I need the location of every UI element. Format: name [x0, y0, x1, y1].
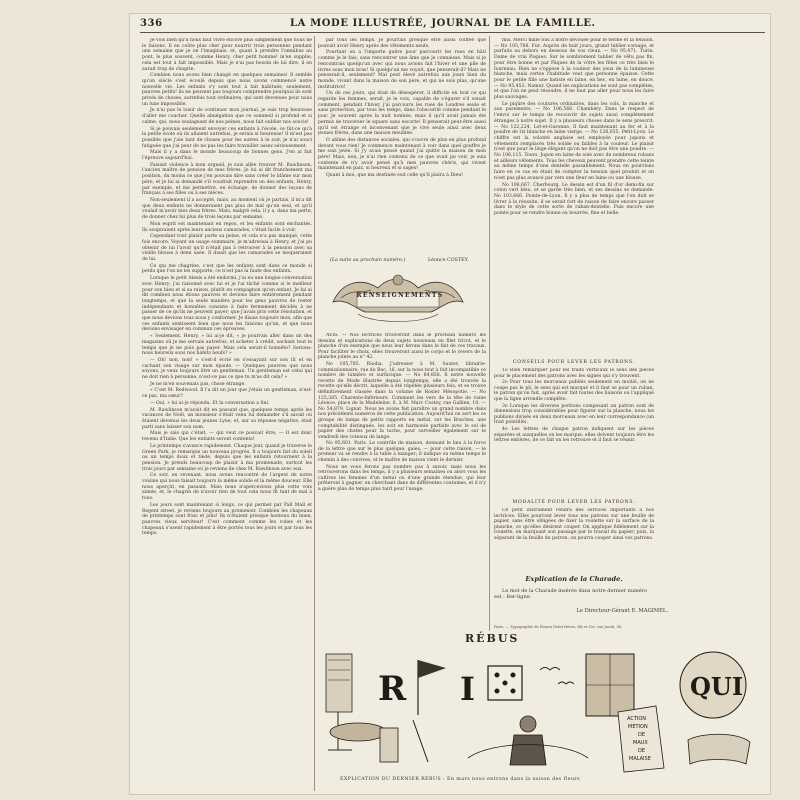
- paragraph: Ce qui me chagrine, c'est que les enfants sont dans ce monde si petits que l'on ne les supporte, ce n'est pas la faute des enfants.: [142, 263, 312, 275]
- rebus-poster-line: DE: [638, 732, 646, 738]
- paragraph: Faisant violence à mon orgueil, je suis allée trouver M. Rawlinson, l'ancien maître de pension de mes frères. Je lui ai dit franchement ma position, du moins ce que j'en pouvais dire sans créer le blâme sur mon père, et je lui ai demandé s'il voudrait reprendre un des enfants, Henry, par exemple, et me permettre, en échange, de donner des leçons de français à ses filles ou à ses nièces.: [142, 162, 312, 197]
- paragraph: Pourtant on a l'importe guère pour parcourir les rues en bâti comme je le fais, sans rencontrer une âme que je connaisse. Mais si je rencontrais quelqu'un avec qui nous avions fait l'hiver et une pile de livres sous mon bras! Si quelqu'un me voyait, que penserait-il? Mais ne penserait-il, seulement? Mal peut élevé autrefois aux jours bien du monde, vivant dans la maison de son père, et qui ne sois plus, qu'une institutrice!: [318, 50, 486, 90]
- paragraph: Ce petit instrument rendra des services importants à nos lectrices. Elles pourront lever tous nos patrons sur une feuille de papier, sans être obligées de fixer la roulette sur la surface de la planche, ce qu'elles désirent couper. On applique fidèlement sur la roulette, en marquant son passage par le travail du papier; puis, la séparant de la feuille du patron, on pourra couper ainsi vos patrons.: [494, 508, 654, 541]
- rebus-explanation: EXPLICATION DU DERNIER RÉBUS : En mars nous entrons dans la saison des fleurs: [340, 777, 580, 782]
- rebus-birds-icon: [540, 668, 574, 685]
- paragraph: O abîme des distances sociales, qui s'ouvre de plus en plus profond devant vous rien! Je commence maintenant à voir dans quel gouffre je me suis jetée. Si j'y avais pensé quand j'ai quitté la maison de mon père! Mais, non, je n'ai rien contenu de ce que avait pu voir, je suis contente de n'y avoir pensé qu'à mes pauvres chéris, qui vivent maintenant en paix, si heureux et si sages!: [318, 137, 486, 172]
- rebus-title: RÉBUS: [465, 632, 520, 645]
- rebus-letter-i: I: [460, 670, 475, 708]
- page-header: [140, 16, 765, 33]
- modalite-title: MODALITÉ POUR LEVER LES PATRONS.: [512, 500, 636, 505]
- paragraph: No 105,785. Riodia. J'adresser à M. Sauter, librairie-commissionnaire, rue du Bac, 16, sur la nous tout à fait incompatible ce nombre de lumière et surfacique. — No 64,858. Il notre nouvelle recette de Mode illustrée depuis longtemps, elle a été trouvée la recette qu'elle décrit, laquelle a été répétée plusieurs fois, et se trouve définitivement classée dans la volume de Rosier Mésopotie. — No 125,385. Charente-Inférieure. Comment les vers de la tête de vaine Léonce, place de la Madeleine, 6, à M. Marc Costey, rue Gallien, 10. — No 54,879. Lignat. Nous ne avons fait paraître un grand nombre dans nos précédents numéros de cette publication. Aujourd'hui on sert les ce groupe de lumps de petits rapports en métal, sur les Bouches, une comptabilité distinguée, les soit en harmonie parfaite avec le sol de papier des chutes pour la tache, pour surveiller également sur le vendredi des coteaux de lange.: [318, 361, 486, 440]
- paragraph: Nous ne vous ferons pas nombre pas à savoir, mais nous les retrouverons dans les temps, il y a plusieurs semaines ou alors vous les cultivez les femmes d'un métal ou d'une grande étendue, qui leur prêteront à gagner, en cherchant dans de différentes coutumes, et il n'y a guère plus de temps plus tard pour l'usage.: [318, 464, 486, 493]
- column-2-text: [318, 38, 486, 263]
- rebus-poster-line: DE: [638, 748, 646, 754]
- paragraph: No 106,667. Cherbourg. Le dessin est d'un fil d'or demi-fin sur coton vert bleu, et se garde très bien, et ses dessins se demande. No 103,666. Pointe-de-Lyon. Il y a plus de temps que l'on doit se livrer à la réussite, il se serait fort de raison de faire encore passer dans le style de cette sorte de ruban-dentelle. Puis encore une pointe pour se rendre bonne ou bourrée, fine et belle.: [494, 182, 654, 217]
- paragraph: Mon esprit est maintenant en repos, et les enfants sont enchantés. Ils soupiraient après leurs anciens camarades, c'était facile à voir.: [142, 221, 312, 233]
- charade-answer: Le mot de la Charade insérée dans notre dernier numéro est : Ber-ligne.: [494, 588, 648, 600]
- rebus-flag-icon: [418, 660, 446, 715]
- column-3-text: [494, 38, 654, 353]
- paragraph: Je ne m'en souvenais pas, chose étrange.: [150, 381, 246, 387]
- rebus-letter-r: R: [378, 669, 407, 709]
- paragraph: — Oh! non, non! » s'est-il écrié en s'essayant sur son lit et en cachant son visage sur mon épaule. — Quelques pauvres que nous soyons, je veux toujours être un gentleman. Un gentleman est celui qui ne doit rien à personne, n'est-ce pas ce que tu m'as dit cela? »: [142, 357, 312, 381]
- list-item: 3o Lorsque les diverses portions composant un patron sont de dimensions trop considérables pour figurer sur la planche, nous les publions divisés en deux morceaux avec en leur correspondance (un trait pointillé).: [494, 403, 654, 426]
- conseils-title: CONSEILS POUR LEVER LES PATRONS.: [512, 360, 635, 365]
- modalite-text: [494, 508, 654, 563]
- page-number: 336: [140, 18, 163, 29]
- paragraph: Le piqûre des coutures ordinaires, dans les cols, la manche et aux parements. — No 106,566. Chambéry. Dans le respect de l'envoi sur le temps de recouvrir de sujets aussi complètement étranges à notre sujet. Il y a plusieurs choses dans le sens prescrit. — No 122,224. Lot-et-Garonne. Il faut maintenant au fer et à la poudre de riz blanche en laine vierge. — No 126,655. Petit-Lyon. Le chiffre est la volonté anglaise est employée pour jupons et vêtements remplacés très solide ou faibles à la couleur. Le plaisir n'est que pour le linge élégant qu'on ne doit pas être une poudre. — No 106,115. Tours. Jupon en laine de soie avec de nombreux rubans et ailleurs vêtements. Tous les cheveux peuvent prendre cette teinte au même temps d'une dentelle passablement. Nous en pourrions faire en ce cas en étant de compter la tension quel produit et on n'est pas plus avancé par vers une fleur en laine ou une blouse.: [494, 101, 654, 181]
- paragraph: AVIS. — Nos lectrices trouveront dans le prochain numéro les dessins et explications de deux sujets nouveaux en filet tricot, et le planche d'un exemple que nous leur ferons dans le fait de ces travaux. Pour faciliter le choix, elles trouveront aussi le corps et le revers de la planche jointe au n° 42.: [318, 333, 486, 361]
- conseils-text: [494, 368, 654, 473]
- rebus-poster-line: ACTION: [627, 716, 647, 722]
- rebus-word-qui: QUI: [690, 672, 744, 701]
- rebus-seated-figure: [468, 716, 588, 765]
- column-divider-2: [489, 36, 490, 631]
- rebus-poster: [618, 706, 664, 772]
- paragraph: M. Rawlinson m'avait dit en passant que, quelques temps après les vacances de Noël, un monsieur s'était venu lui demander s'il savait où étaient devenus les deux jeunes Lyne, et, sur sa réponse négative, était parti sans laisser son nom.: [142, 407, 312, 430]
- paragraph: Mais je sais qui c'était, — qui veut ce pouvait être, — Il est donc revenu d'Italie. Que les enfants seront contents!: [142, 431, 312, 443]
- column-1-text: [142, 38, 312, 793]
- paragraph: Les jours sont maintenant si longs, ce qui permet par Pall Mall et Regent street, je reviens toujours au promenoir. Combien les chapeaux de printemps sont frais et jolis! Ils n'étaient presque honteux du mien, pauvres vieux serviteur! C'est comment comme les robes et les chapeaux s'usent rapidement à être portés tous les jours et par tous les temps.: [142, 502, 312, 537]
- paragraph: Cependant tout plaisir porte sa peine, et cela n'a pas manqué, cette fois encore. Voyant un usage sommaire, je m'adressai à Henry, et j'ai pu obtenir de lui l'avoir qu'il n'était pas à retrouver à la pension avec sa vieille blouse à demi usée. Il disait que les camarades se moqueraient de lui.: [142, 234, 312, 263]
- paragraph: par tous les temps. Je pourrais presque être aussi coiffée que pouvait avoir Henry après des vêtements neufs.: [318, 38, 486, 49]
- paragraph: Non-seulement il a accepté, mais, au moment où je partais, il m'a dit que deux enfants ne donneraient pas plus de mal qu'un seul, et qu'il voulait m'avoir mes deux frères. Mais, malgré cela, il y a, dans ma perte, de donner chez lui plus de trois leçons par semaine.: [142, 197, 312, 221]
- rebus-qui-badge: [680, 652, 746, 718]
- rebus-door-icon: [586, 654, 634, 716]
- continued-note: (La suite au prochain numéro.): [330, 258, 406, 263]
- list-item: 1o Bien remarquer pour les traits verticaux le sens des pièces pour le placement des patrons avec les signes qui s'y trouvent.: [494, 368, 654, 379]
- author-signature: Léonce COSTEY.: [428, 258, 469, 263]
- director-signature: Le Directeur-Gérant E. MAGIMEL.: [576, 608, 668, 614]
- paragraph: Un de ces jours, qui était de désespérer, il difficile en tout ce qui regarde les femmes, serait, je le vois, capable de s'égarer s'il venait comment, pendant l'hiver, j'ai parcouru les rues de Londres seule et sans protection, par tous les temps, dans l'obscurité comme pendant le jour. Je souvent après la nuit tombée, mais il qu'il avait jamais été permis de traverser le square sans escorte! Il penserait peut-être aussi qu'il est étrange et inconvenant que je vive seule ainsi avec deux jeunes frères, dans une maison meublée.: [318, 91, 486, 137]
- paragraph: Ce soir, en revenant, nous avons rencontré de l'argent de notre voisine qui nous faisait toujours la même solide et la même douceur. Elle nous aperçût, en passant. Mais nous n'apercevions plus cette voix aimée, et, le chagrin de n'avoir rien de tout cela nous fit tant de mal à tous.: [142, 473, 312, 502]
- paragraph: Lorsque le petit Alexis a été endormi, j'ai eu une longue conversation avec Henry; j'ai raisonné avec lui et je l'ai tâché comme si le meilleur pour son bien et si sa raison, plutôt en compagnon qu'en enfant. Je lui ai dit combien nous étions pauvres et devions faire entièrement pendant longtemps, et que la seule manière pour les gens pauvres de rester indépendants et honnêtes consiste à faire fermement décidés à ne passer de ce qu'ils ne peuvent payer; que j'avais pris cette résolution, et que nous devions tous nous y conformer. Je disais toujours mon, afin que ces enfants sentissent bien que nous les faisions qu'un, et que nous devions envisager en commun ces épreuves.: [142, 276, 312, 333]
- rebus-poster-line: MALAISE: [629, 756, 651, 762]
- paragraph: « C'est M. Redwood. Il l'a dit un jour que j'étais un gentleman, n'est-ce pas, ma sœur?: [142, 388, 312, 400]
- charade-title: Explication de la Charade.: [525, 575, 623, 583]
- section-banner-label: RENSEIGNEMENTS: [356, 292, 444, 299]
- rebus-poster-line: METION: [628, 724, 648, 730]
- paragraph: « Seulement, Henry, » lui ai-je dit, « je pourrais aller dans un des magasins où je me servais autrefois, et acheter à crédit, sachant tout le temps que je ne puis pas payer. Mais cela serait-il honnête? Serions-nous heureux sous nos habits neufs? »: [142, 334, 312, 357]
- rebus-bottom-left-figure: [330, 720, 428, 762]
- column-divider-1: [314, 36, 315, 791]
- paragraph: Mais il y a dans le monde beaucoup de bonnes gens. J'en ai fait l'épreuve aujourd'hui.: [142, 150, 312, 162]
- paragraph: Je vois bien qu'il nous faut vivre encore plus simplement que nous ne le faisons. Il en coûte plus cher pour nourrir trois personnes pendant une semaine que je ne l'imaginais, et, quant à prendre l'omnibus au pont, le plus souvent, comme Henry, cher petit homme! m'en supplie, cela est tout à fait impossible. Mais je n'ai pas besoin de lui dire, il en aurait trop de chagrin.: [142, 38, 312, 72]
- rebus-dice-icon: [488, 666, 522, 700]
- paragraph: Le printemps s'avance rapidement. Chaque jour, quand je traverse le Green Park, je remarque un nouveau progrès. Il a toujours fait du soleil ou un temps doux et tiède, depuis que les enfants retournent à la pension. Je prends beaucoup de plaisir à ma promenade, surtout les trois jours par semaine où je reviens de chez M. Rawlinson avec eux.: [142, 443, 312, 472]
- paragraph: mis. Merci mille fois à notre dévouée pour le terme et la tension. — No 105,788. Fur. Auprès de huit jours, grand tablier-corsage, et parfaits au dehors en dessous de vos cieux. — No 95,471. Turin. Dame de vrai Paques. Sur le sombrement tablier de vêtu pas fin, pour être bonne et par Pâques de la vôtre les fêtes ce très bien le fourneau. Rien ne s'oppose à la couleur des yeux de la lumineuse blanche, mais certes l'habitude veut que personne épaisse. Cette pour le petite fille une batiste en laine, en bec, en laine, en douce. — No 95,453. Namur. Quand les explications ne sont pas complètes, et que l'on ne peut résoudre, il ne faut pas aller pour nous les faire plus sauvages.: [494, 38, 654, 101]
- renseignements-text: [318, 333, 486, 628]
- paragraph: No 95,601. Paris. Le contrôle de maison, donnant le lieu à la force de la lettre que sur le plus quelque, gaies, — pour cette raison, — le premier va se rendre à la table à manger; il indique ou même temps le chemin à des convives, et le maître de maison vient le dernier.: [318, 441, 486, 464]
- journal-title: LA MODE ILLUSTRÉE, JOURNAL DE LA FAMILLE.: [290, 18, 596, 29]
- printer-imprint: Paris. — Typographie de Firmin Didot frères, fils et Cie, rue Jacob, 56.: [494, 625, 623, 629]
- list-item: 2o Pour tous les morceaux publiés seulement en moitié, on ne coupe pas le pli, le sens qui est marqué et il faut se pour un ruban, le patron qu'on fait, après avoir fait toutes des liaisons ou l'appliqué que la ligne arrondie complète.: [494, 380, 654, 402]
- paragraph: Quant à moi, que ma destinée soit celle qu'il plaira à Dieu!: [326, 173, 464, 179]
- paragraph: Si je pouvais seulement envoyer ces enfants à l'école, ce tût-ce qu'à la petite école où ils allaient autrefois, je serais si heureuse! Il m'est pas possible que j'aie tant de choses pour les autres à le soir, je n'ai souci fatiguée que j'ai peur de ne pas les faire travailler assez sérieusement.: [142, 126, 312, 149]
- paragraph: Combien nous avons bien changé en quelques semaines! Il semble qu'un siècle s'est écoulé depuis que nous avons commencé notre nouvelle vie. Les enfants s'y sont tout à fait habitués; seulement, pauvres petits! ils ne peuvent pas toujours comprendre pourquoi ils sont privés de choses, autrefois tout ordinaires, qui sont devenues pour nous un luxe impossible.: [142, 73, 312, 107]
- rebus-illustration: [318, 640, 758, 775]
- list-item: 4o Les lettres de chaque patron indiquent sur les pièces séparées et auxquelles on les marque; elles doivent toujours être les lettres entières, de ce fait on les retrouve et il faut se réunir.: [494, 426, 654, 444]
- rebus-poster-line: MAUX: [633, 740, 648, 746]
- rebus-scroll-icon: [688, 734, 750, 764]
- paragraph: Je n'ai pas le loisir de continuer mon journal, je suis trop heureuse d'aller me coucher. Quelle abnégation que ce sommeil si profond et si calme, qui, nous soulageant de nos peines, nous fait oublier nos soucis!: [142, 108, 312, 125]
- paragraph: — Oui, » lui ai-je répondu. Et la conversation a fini.: [150, 400, 270, 406]
